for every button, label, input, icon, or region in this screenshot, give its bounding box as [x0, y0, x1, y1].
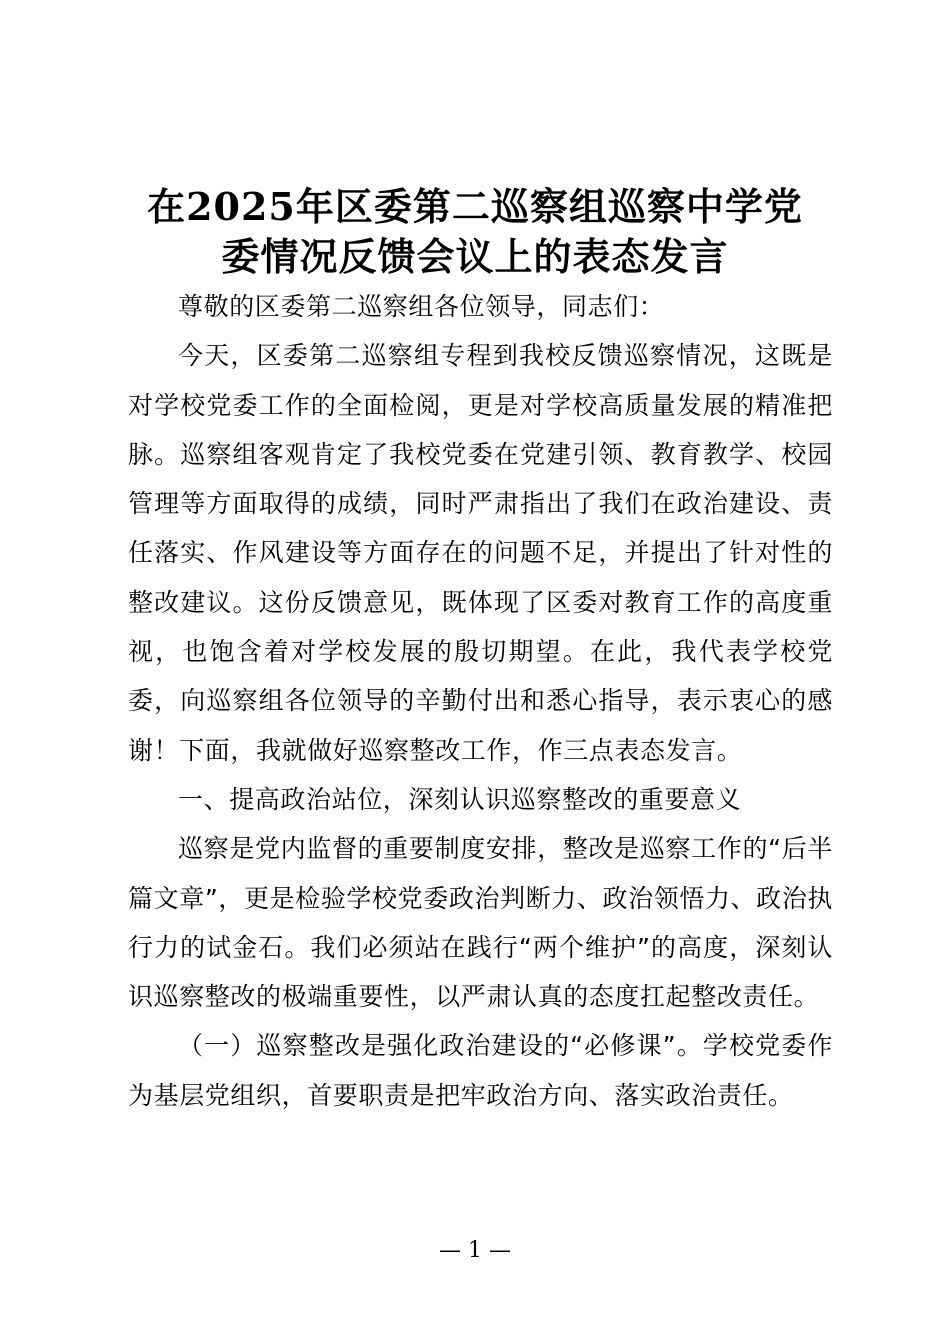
document-body [128, 282, 833, 1120]
title-line-2: 委情况反馈会议上的表态发言 [221, 234, 729, 279]
title-line-1: 在2025年区委第二巡察组巡察中学党 [147, 184, 803, 229]
paragraph-subsection-1: （一）巡察整改是强化政治建设的“必修课”。学校党委作为基层党组织，首要职责是把牢政治方向、落实政治责任。 [128, 1031, 833, 1110]
paragraph-section-1: 巡察是党内监督的重要制度安排，整改是巡察工作的“后半篇文章”，更是检验学校党委政治判断力、政治领悟力、政治执行力的试金石。我们必须站在践行“两个维护”的高度，深刻认识巡察整改的极端重要性，以严肃认真的态度扛起整改责任。 [128, 834, 833, 1012]
page-number: — 1 — [439, 1238, 511, 1263]
salutation: 尊敬的区委第二巡察组各位领导，同志们： [178, 292, 665, 321]
section-heading-1: 一、提高政治站位，深刻认识巡察整改的重要意义 [178, 784, 742, 814]
document-title [120, 182, 830, 282]
paragraph-opening: 今天，区委第二巡察组专程到我校反馈巡察情况，这既是对学校党委工作的全面检阅，更是对学校高质量发展的精准把脉。巡察组客观肯定了我校党委在党建引领、教育教学、校园管理等方面取得的成绩，同时严肃指出了我们在政治建设、责任落实、作风建设等方面存在的问题不足，并提出了针对性的整改建议。这份反馈意见，既体现了区委对教育工作的高度重视，也饱含着对学校发展的殷切期望。在此，我代表学校党委，向巡察组各位领导的辛勤付出和悉心指导，表示衷心的感谢！下面，我就做好巡察整改工作，作三点表态发言。 [128, 341, 833, 765]
